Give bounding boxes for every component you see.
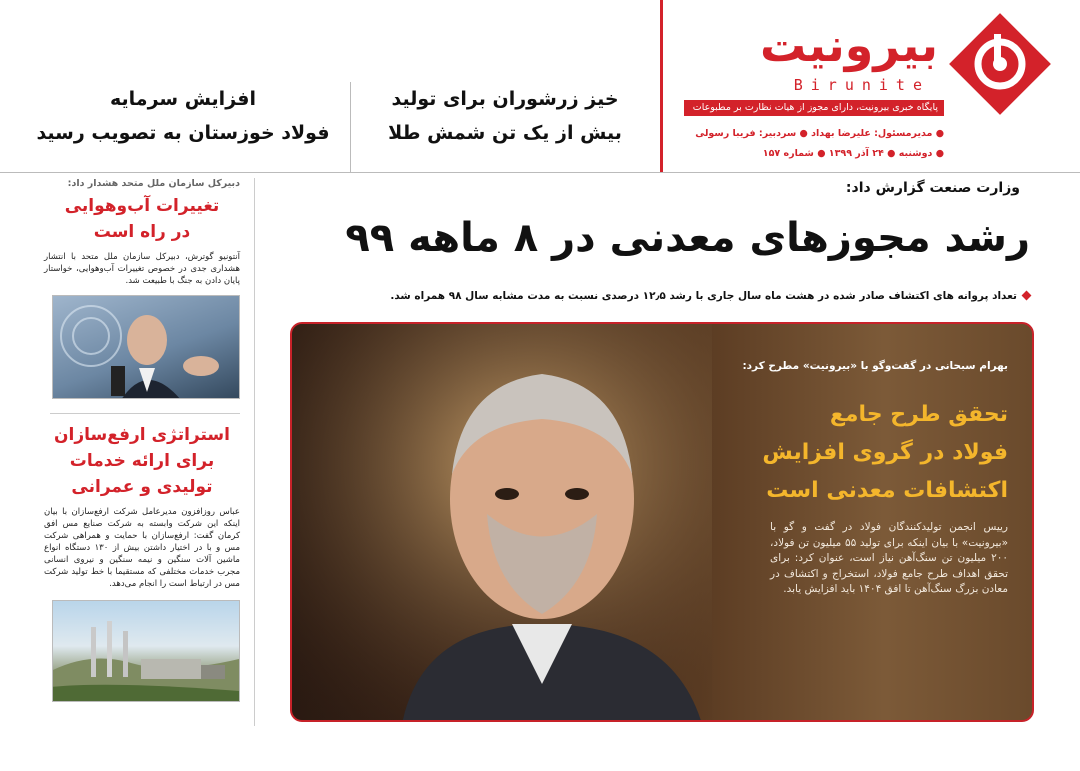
story-headline: در راه است: [93, 222, 191, 242]
story-headline: تولیدی و عمرانی: [71, 477, 213, 497]
issue-number: شماره ۱۵۷: [762, 148, 814, 159]
masthead-divider: [660, 0, 663, 172]
guterres-photo: [52, 295, 240, 399]
sidebar-divider: [254, 178, 255, 726]
sidebar-divider-line: [50, 413, 240, 414]
story-headline: تغییرات آب‌وهوایی: [64, 196, 220, 216]
sidebar-story-arfasazan[interactable]: [44, 422, 240, 702]
story-body: عباس روزافزون مدیرعامل شرکت ارفع‌سازان با بیان اینکه این شرکت وابسته به شرکت صنایع مس افق کرمان گفت: ارفع‌سازان با حمایت و همراهی شرکت مس و با در اختیار داشتن بیش از ۱۳۰ دستگاه انواع ماشین آلات سنگین و نیمه سنگین و نیروی انسانی مجرب خدمات مختلفی که مستقیما با خط تولید شرکت مس در ارتباط است را انجام می‌دهد.: [44, 507, 240, 589]
director: مدیرمسئول: علیرضا بهداد: [811, 128, 933, 139]
staff-line: [695, 128, 944, 139]
feature-kicker: بهرام سبحانی در گفت‌وگو با «بیرونیت» مطرح کرد:: [742, 360, 1008, 372]
issue-line: [763, 148, 944, 159]
bullet-icon: ●: [887, 148, 896, 159]
story-headline: استراتژی ارفع‌سازان: [54, 425, 230, 445]
sidebar-story-climate[interactable]: [44, 178, 240, 399]
bullet-icon: ●: [799, 128, 808, 139]
issue-date: ۲۴ آذر ۱۳۹۹: [828, 148, 884, 159]
bullet-icon: ●: [935, 148, 944, 159]
birunite-logo-icon[interactable]: [946, 10, 1054, 118]
story-headline: برای ارائه خدمات: [69, 451, 215, 471]
teaser-divider: [350, 82, 351, 172]
industrial-plant-photo: [52, 600, 240, 702]
bullet-icon: ●: [935, 128, 944, 139]
bullet-icon: ●: [817, 148, 826, 159]
teaser-line: خیز زرشوران برای تولید: [391, 88, 619, 110]
story-kicker: دبیرکل سازمان ملل متحد هشدار داد:: [67, 178, 240, 189]
guterres-photo-icon: [52, 296, 239, 399]
masthead: [662, 0, 1080, 172]
feature-body: رییس انجمن تولیدکنندگان فولاد در گفت و گو با «بیرونیت» با بیان اینکه برای تولید ۵۵ میلیون تن فولاد، ۲۰۰ میلیون تن سنگ‌آهن نیاز است، عنوان کرد: برای تحقق اهداف طرح جامع فولاد، استخراج و اکتشاف در معادن بزرگ سنگ‌آهن تا افق ۱۴۰۴ باید افزایش یابد.: [770, 521, 1008, 595]
logo-latin: Birunite: [793, 76, 930, 94]
editor: سردبیر: فریبا رسولی: [695, 128, 797, 139]
feature-box[interactable]: [290, 322, 1034, 722]
main-headline[interactable]: رشد مجوزهای معدنی در ۸ ماهه ۹۹: [345, 215, 1030, 261]
tagline: پایگاه خبری بیرونیت، دارای مجوز از هیات نظارت بر مطبوعات: [684, 100, 944, 116]
sidebar: [44, 178, 240, 702]
feature-title-line: اکتشافات معدنی است: [766, 478, 1008, 503]
lede-text: تعداد پروانه های اکتشاف صادر شده در هشت ماه سال جاری با رشد ۱۲٫۵ درصدی نسبت به مدت مشابه سال ۹۸ همراه شد.: [390, 290, 1017, 302]
teaser-zarshuran[interactable]: [352, 82, 658, 150]
feature-title-line: تحقق طرح جامع: [829, 402, 1008, 427]
factory-icon: [52, 601, 239, 702]
feature-title-line: فولاد در گروی افزایش: [762, 440, 1008, 465]
main-lede: [300, 290, 1030, 302]
header-rule: [0, 172, 1080, 173]
weekday: دوشنبه: [898, 148, 933, 159]
teaser-line: بیش از یک تن شمش طلا: [388, 122, 622, 144]
feature-title[interactable]: [708, 396, 1008, 510]
sobhani-portrait: [292, 324, 712, 722]
teaser-line: فولاد خوزستان به تصویب رسید: [36, 122, 330, 144]
main-kicker: وزارت صنعت گزارش داد:: [845, 180, 1020, 196]
story-body: آنتونیو گوترش، دبیرکل سازمان ملل متحد با انتشار هشداری جدی در خصوص تغییرات آب‌وهوایی، خواستار پایان دادن به جنگ با طبیعت شد.: [44, 252, 240, 286]
teaser-line: افزایش سرمایه: [110, 88, 256, 110]
logo-wordmark[interactable]: بیرونیت: [759, 18, 938, 72]
diamond-bullet-icon: [1022, 291, 1032, 301]
teaser-foolad-khuzestan[interactable]: [20, 82, 346, 150]
